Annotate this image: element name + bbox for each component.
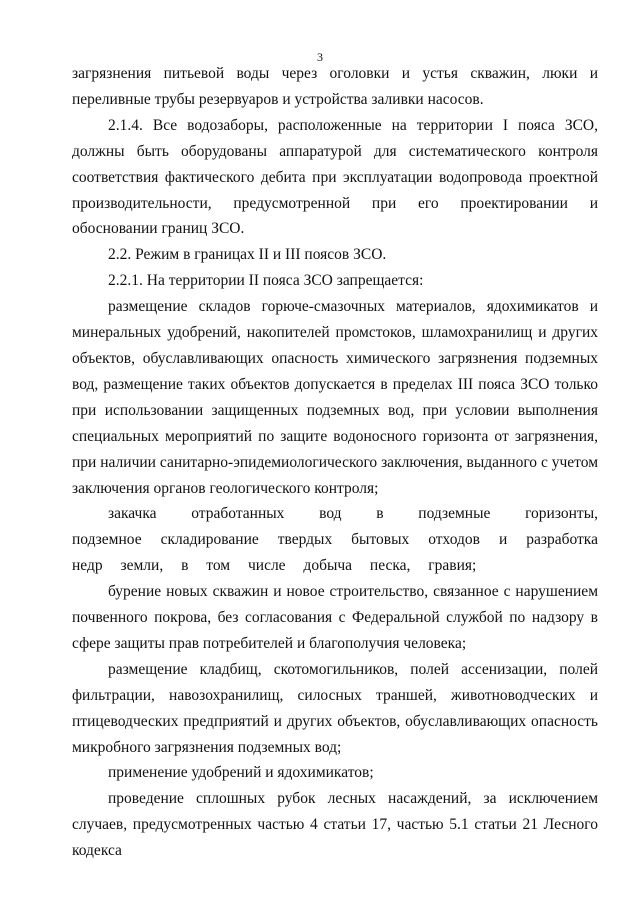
paragraph-2-1-4: 2.1.4. Все водозаборы, расположенные на территории I пояса ЗСО, должны быть оборудованы аппаратурой для систематического контроля соответствия фактического дебита при эксплуатации водопровода проектной производительности, предусмотренной при его проектировании и обосновании границ ЗСО. — [72, 116, 598, 238]
section-heading-2-2: 2.2. Режим в границах II и III поясов ЗСО. — [108, 246, 387, 264]
list-item-logging: проведение сплошных рубок лесных насаждений, за исключением случаев, предусмотренных частью 4 статьи 17, частью 5.1 статьи 21 Лесного кодекса — [72, 790, 598, 860]
list-item-warehouses: размещение складов горюче-смазочных материалов, ядохимикатов и минеральных удобрений, накопителей промстоков, шламохранилищ и других объектов, обуславливающих опасность химического загрязнения подземных вод, размещение таких объектов допускается в пределах III пояса ЗСО только при использовании защищенных подземных вод, при условии выполнения специальных мероприятий по защите водоносного горизонта от загрязнения, при наличии санитарно-эпидемиологического заключения, выданного с учетом заключения органов геологического контроля; — [72, 298, 598, 497]
list-item-cemeteries: размещение кладбищ, скотомогильников, полей ассенизации, полей фильтрации, навозохранилищ, силосных траншей, животноводческих и птицеводческих предприятий и других объектов, обуславливающих опасность микробного загрязнения подземных вод; — [72, 660, 598, 756]
paragraph-continuation: загрязнения питьевой воды через оголовки и устья скважин, люки и переливные трубы резервуаров и устройства заливки насосов. — [72, 65, 598, 108]
document-body — [72, 61, 598, 864]
page-number: 3 — [317, 50, 323, 64]
list-item-waste-injection: закачка отработанных вод в подземные горизонты, подземное складирование твердых бытовых отходов и разработка недр земли, в том числе добыча песка, гравия; — [72, 505, 598, 575]
paragraph-2-2-1: 2.2.1. На территории II пояса ЗСО запрещается: — [108, 272, 424, 290]
list-item-fertilizers: применение удобрений и ядохимикатов; — [108, 764, 374, 782]
list-item-drilling: бурение новых скважин и новое строительство, связанное с нарушением почвенного покрова, без согласования с Федеральной службой по надзору в сфере защиты прав потребителей и благополучия человека; — [72, 583, 598, 652]
